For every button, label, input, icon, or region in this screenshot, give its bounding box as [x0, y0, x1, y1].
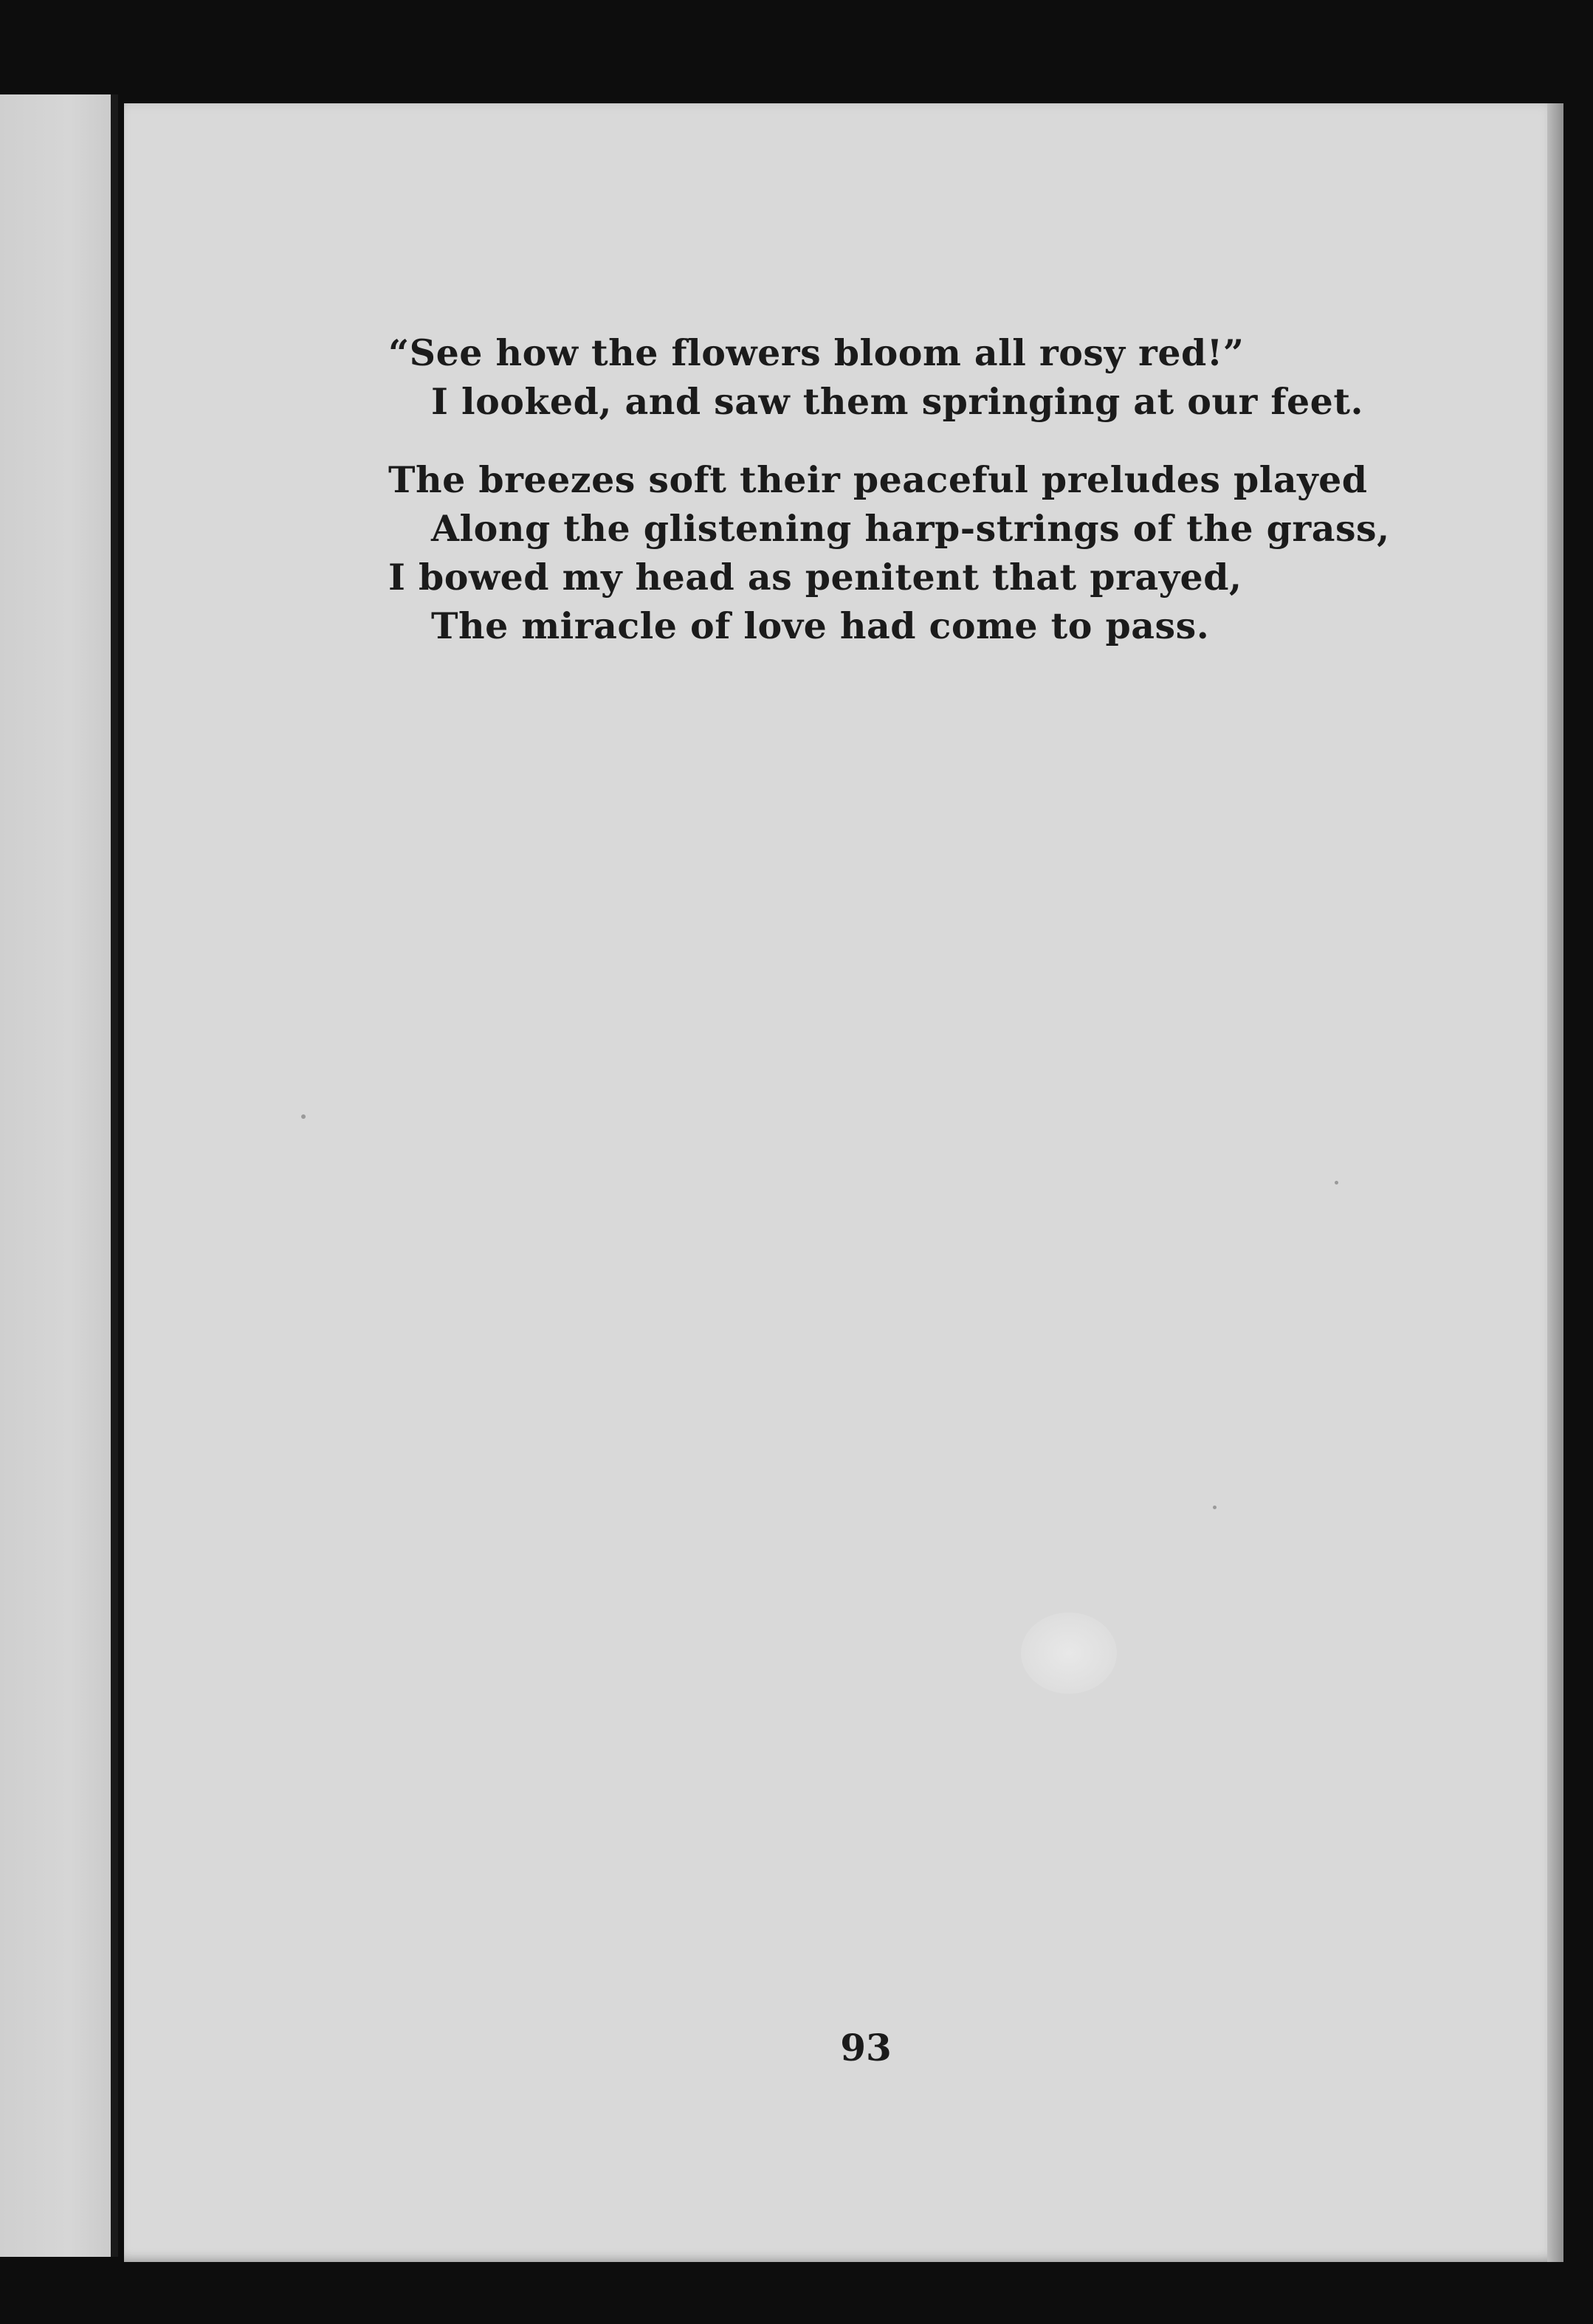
- page-number: 93: [840, 2026, 892, 2069]
- poem-line: I bowed my head as penitent that prayed,: [388, 556, 1242, 599]
- stanza-2: [388, 455, 1510, 650]
- paper-speck: [1213, 1506, 1217, 1509]
- poem-line: The breezes soft their peaceful preludes played: [388, 458, 1368, 501]
- stanza-1: [388, 328, 1510, 426]
- paper-stain: [1021, 1613, 1117, 1694]
- book-page: [124, 103, 1563, 2262]
- facing-page-edge: [0, 94, 117, 2257]
- paper-speck: [301, 1114, 306, 1119]
- paper-speck: [1335, 1181, 1338, 1185]
- poem-line: Along the glistening harp-strings of the grass,: [431, 507, 1390, 550]
- book-gutter: [111, 94, 118, 2257]
- poem-text: [388, 328, 1510, 650]
- poem-line: The miracle of love had come to pass.: [431, 604, 1210, 647]
- poem-line: “See how the flowers bloom all rosy red!”: [388, 331, 1245, 374]
- poem-line: I looked, and saw them springing at our feet.: [431, 380, 1364, 423]
- page-edge-shadow: [1547, 103, 1563, 2262]
